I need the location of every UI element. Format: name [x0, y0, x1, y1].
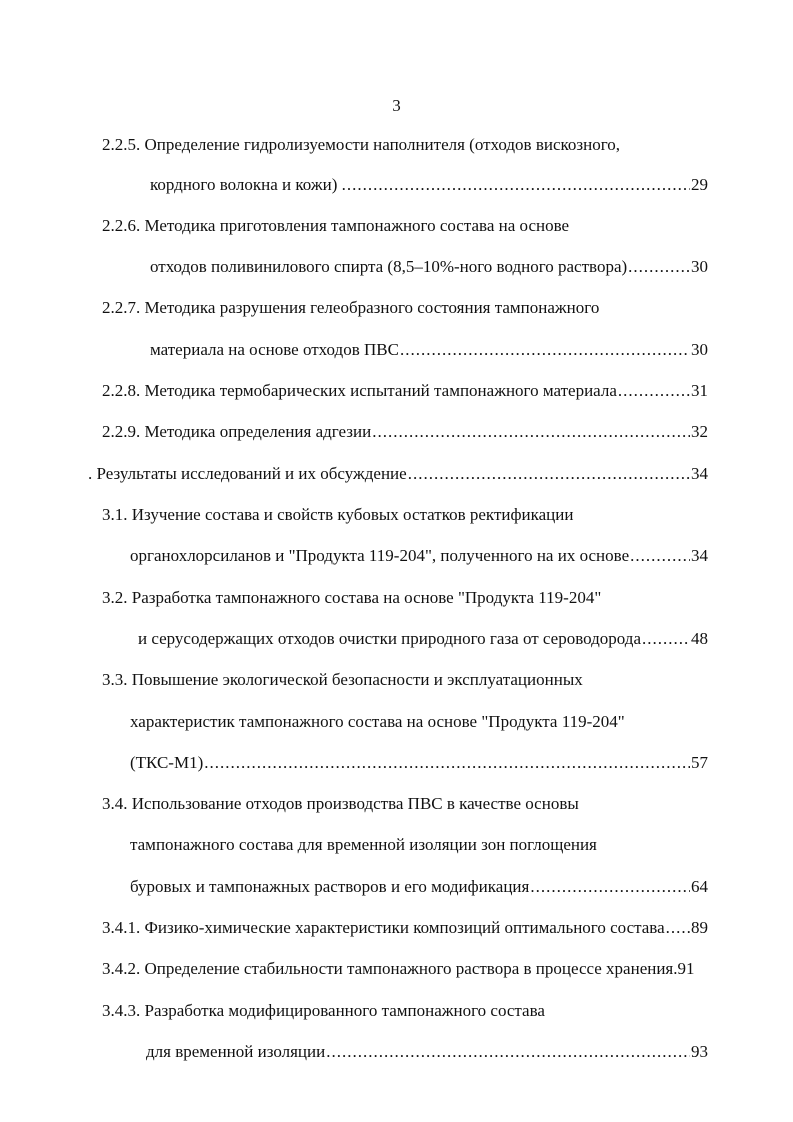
- toc-entry-text: 2.2.5. Определение гидролизуемости наполнителя (отходов вискозного,: [102, 135, 621, 154]
- toc-entry-text: буровых и тампонажных растворов и его модификация: [130, 877, 530, 896]
- toc-entry-text: 2.2.8. Методика термобарических испытаний тампонажного материала: [102, 381, 617, 400]
- toc-entry-text: материала на основе отходов ПВС: [150, 340, 399, 359]
- toc-entry-text: (ТКС-М1): [130, 753, 204, 772]
- toc-page-number: 89: [691, 918, 708, 937]
- toc-page-number: 29: [691, 175, 708, 194]
- toc-entry-text: органохлорсиланов и "Продукта 119-204", полученного на их основе: [130, 546, 630, 565]
- toc-leader-dots: [630, 546, 690, 566]
- toc-page-number: 57: [691, 753, 708, 772]
- toc-entry-text: 3.3. Повышение экологической безопасности и эксплуатационных: [102, 670, 583, 689]
- page-number: 3: [392, 96, 401, 115]
- toc-entry-3-2-line2: [138, 629, 708, 649]
- toc-entry-2-2-8: [102, 381, 708, 401]
- toc-entry-text: 3.1. Изучение состава и свойств кубовых остатков ректификации: [102, 505, 574, 524]
- toc-leader-dots: [618, 381, 690, 401]
- toc-entry-text: 3.4.3. Разработка модифицированного тампонажного состава: [102, 1001, 545, 1020]
- toc-entry-3-1-line1: [102, 505, 573, 525]
- toc-entry-text: 3.4. Использование отходов производства ПВС в качестве основы: [102, 794, 579, 813]
- toc-leader-dots: [347, 175, 690, 195]
- toc-entry-text: и серусодержащих отходов очистки природного газа от сероводорода: [138, 629, 641, 648]
- toc-entry-text: 3.2. Разработка тампонажного состава на основе "Продукта 119-204": [102, 588, 602, 607]
- toc-leader-dots: [326, 1042, 690, 1062]
- toc-entry-text: тампонажного состава для временной изоляции зон поглощения: [130, 835, 597, 854]
- toc-leader-dots: [408, 464, 690, 484]
- toc-entry-3-4-line1: [102, 794, 579, 814]
- toc-entry-3-4-1: [102, 918, 708, 938]
- toc-page-number: 48: [691, 629, 708, 648]
- toc-page-number: 34: [691, 464, 708, 483]
- toc-entry-3-3-line3: [130, 753, 708, 773]
- toc-page-number: 64: [691, 877, 708, 896]
- toc-entry-chapter-3: [88, 464, 708, 484]
- toc-page-number: 93: [691, 1042, 708, 1061]
- toc-entry-text: для временной изоляции: [146, 1042, 326, 1061]
- toc-entry-2-2-9: [102, 422, 708, 442]
- toc-entry-text: 3.4.2. Определение стабильности тампонажного раствора в процессе хранения.: [102, 959, 678, 978]
- toc-leader-dots: [400, 340, 690, 360]
- toc-entry-2-2-7-line1: [102, 298, 599, 318]
- toc-entry-text: кордного волокна и кожи) .: [150, 175, 346, 194]
- toc-entry-text: 2.2.6. Методика приготовления тампонажного состава на основе: [102, 216, 570, 235]
- toc-entry-2-2-7-line2: [150, 340, 708, 360]
- toc-page-number: 32: [691, 422, 708, 441]
- toc-page-number: 30: [691, 257, 708, 276]
- toc-entry-2-2-5-line1: [102, 135, 620, 155]
- toc-leader-dots: [204, 753, 690, 773]
- toc-entry-text: отходов поливинилового спирта (8,5–10%-ного водного раствора): [150, 257, 628, 276]
- toc-page-number: 31: [691, 381, 708, 400]
- toc-entry-3-4-2: [102, 959, 708, 979]
- toc-leader-dots: [666, 918, 690, 938]
- toc-page-number: 30: [691, 340, 708, 359]
- toc-entry-3-4-3-line1: [102, 1001, 545, 1021]
- toc-entry-3-3-line1: [102, 670, 583, 690]
- toc-entry-2-2-5-line2: [150, 175, 708, 195]
- toc-entry-text: 3.4.1. Физико-химические характеристики композиций оптимального состава: [102, 918, 665, 937]
- toc-entry-3-2-line1: [102, 588, 601, 608]
- toc-entry-3-3-line2: [130, 712, 625, 732]
- toc-page-number: 91: [677, 959, 695, 978]
- toc-entry-3-4-line3: [130, 877, 708, 897]
- toc-leader-dots: [372, 422, 690, 442]
- toc-entry-3-1-line2: [130, 546, 708, 566]
- toc-page-number: 34: [691, 546, 708, 565]
- toc-entry-text: характеристик тампонажного состава на основе "Продукта 119-204": [130, 712, 625, 731]
- toc-entry-text: 2.2.9. Методика определения адгезии: [102, 422, 372, 441]
- toc-entry-2-2-6-line1: [102, 216, 569, 236]
- toc-leader-dots: [530, 877, 690, 897]
- toc-entry-3-4-line2: [130, 835, 597, 855]
- toc-entry-2-2-6-line2: [150, 257, 708, 277]
- toc-entry-text: . Результаты исследований и их обсуждение: [88, 464, 407, 483]
- toc-leader-dots: [642, 629, 690, 649]
- toc-leader-dots: [628, 257, 690, 277]
- toc-entry-3-4-3-line2: [146, 1042, 708, 1062]
- toc-entry-text: 2.2.7. Методика разрушения гелеобразного состояния тампонажного: [102, 298, 600, 317]
